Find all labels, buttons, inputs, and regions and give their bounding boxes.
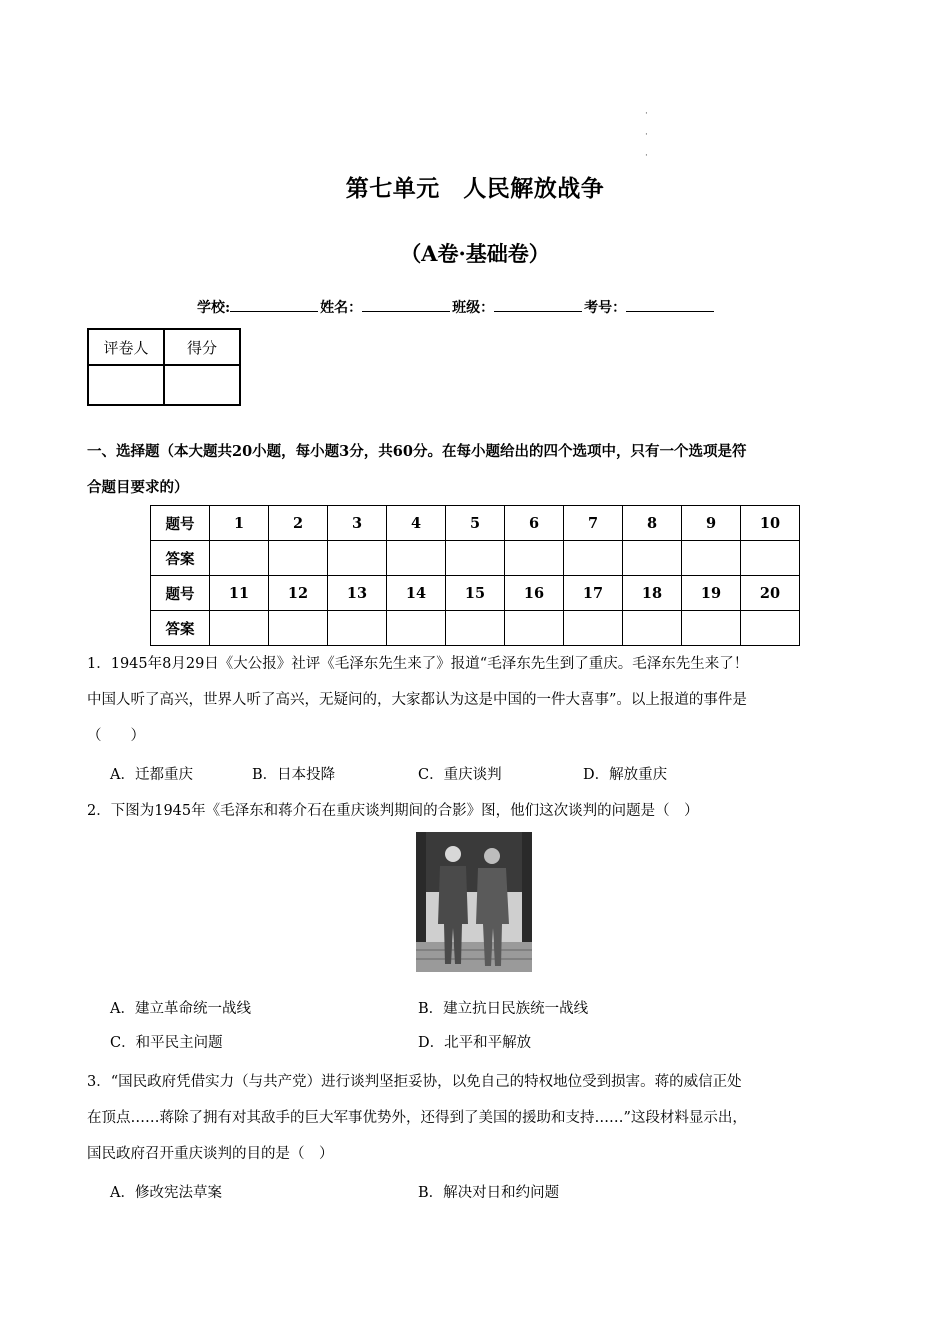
question-2 — [87, 793, 867, 829]
question-number: 3 — [328, 506, 387, 541]
row-label: 答案 — [151, 541, 210, 576]
question-number: 6 — [505, 506, 564, 541]
section-heading — [87, 434, 867, 506]
question-text: 1．1945年8月29日《大公报》社评《毛泽东先生来了》报道“毛泽东先生到了重庆。毛泽东先生来了！ — [87, 656, 749, 672]
photo-illustration — [416, 832, 532, 972]
answer-cell[interactable] — [564, 611, 623, 646]
grader-cell[interactable] — [88, 365, 164, 405]
table-row — [151, 576, 800, 611]
question-number: 11 — [210, 576, 269, 611]
question-text: 国民政府召开重庆谈判的目的是（ ） — [87, 1146, 334, 1162]
answer-cell[interactable] — [623, 541, 682, 576]
score-cell[interactable] — [164, 365, 240, 405]
answer-cell[interactable] — [623, 611, 682, 646]
answer-cell[interactable] — [387, 541, 446, 576]
option-d[interactable]: D．北平和平解放 — [418, 1035, 532, 1051]
score-label: 得分 — [164, 329, 240, 365]
exam-no-label: 考号： — [584, 300, 627, 316]
dot: · — [645, 151, 648, 161]
option-d[interactable]: D．解放重庆 — [583, 767, 668, 783]
option-b[interactable]: B．日本投降 — [252, 767, 336, 783]
option-c[interactable]: C．和平民主问题 — [110, 1035, 223, 1051]
page-title: 第七单元 人民解放战争 — [345, 175, 605, 202]
table-row — [151, 541, 800, 576]
answer-cell[interactable] — [210, 541, 269, 576]
row-label: 答案 — [151, 611, 210, 646]
grader-label: 评卷人 — [88, 329, 164, 365]
question-number: 20 — [741, 576, 800, 611]
page-subtitle: （A卷·基础卷） — [400, 241, 550, 266]
question-number: 12 — [269, 576, 328, 611]
answer-cell[interactable] — [328, 541, 387, 576]
student-info — [197, 297, 716, 317]
table-row — [151, 506, 800, 541]
class-field[interactable] — [494, 297, 582, 312]
question-text: （ ） — [87, 728, 145, 744]
answer-cell[interactable] — [387, 611, 446, 646]
question-number: 8 — [623, 506, 682, 541]
dot: · — [645, 130, 648, 140]
question-text: 中国人听了高兴，世界人听了高兴，无疑问的，大家都认为这是中国的一件大喜事”。以上报道的事件是 — [87, 692, 747, 708]
question-number: 2 — [269, 506, 328, 541]
margin-dots — [645, 104, 648, 167]
question-number: 16 — [505, 576, 564, 611]
answer-table — [150, 505, 800, 646]
exam-no-field[interactable] — [626, 297, 714, 312]
answer-cell[interactable] — [446, 611, 505, 646]
question-number: 18 — [623, 576, 682, 611]
option-a[interactable]: A．迁都重庆 — [110, 767, 193, 783]
answer-cell[interactable] — [682, 611, 741, 646]
answer-cell[interactable] — [210, 611, 269, 646]
option-b[interactable]: B．解决对日和约问题 — [418, 1185, 560, 1201]
question-number: 10 — [741, 506, 800, 541]
question-number: 1 — [210, 506, 269, 541]
question-3 — [87, 1064, 867, 1172]
historical-photo — [416, 832, 532, 972]
section-line: 合题目要求的） — [87, 479, 189, 496]
question-text: 在顶点……蒋除了拥有对其敌手的巨大军事优势外，还得到了美国的援助和支持……”这段材料显示出， — [87, 1110, 747, 1126]
question-number: 15 — [446, 576, 505, 611]
answer-cell[interactable] — [505, 611, 564, 646]
question-1 — [87, 646, 867, 754]
option-c[interactable]: C．重庆谈判 — [418, 767, 502, 783]
question-number: 14 — [387, 576, 446, 611]
dot: · — [645, 109, 648, 119]
answer-cell[interactable] — [446, 541, 505, 576]
question-number: 19 — [682, 576, 741, 611]
name-field[interactable] — [362, 297, 450, 312]
option-a[interactable]: A．修改宪法草案 — [110, 1185, 222, 1201]
answer-cell[interactable] — [682, 541, 741, 576]
question-number: 17 — [564, 576, 623, 611]
school-field[interactable] — [230, 297, 318, 312]
answer-cell[interactable] — [328, 611, 387, 646]
question-number: 4 — [387, 506, 446, 541]
table-row — [151, 611, 800, 646]
row-label: 题号 — [151, 576, 210, 611]
school-label: 学校: — [197, 300, 231, 316]
name-label: 姓名： — [320, 300, 363, 316]
question-number: 7 — [564, 506, 623, 541]
question-number: 5 — [446, 506, 505, 541]
answer-cell[interactable] — [269, 611, 328, 646]
grade-box — [87, 328, 241, 406]
question-number: 13 — [328, 576, 387, 611]
answer-cell[interactable] — [741, 541, 800, 576]
question-number: 9 — [682, 506, 741, 541]
class-label: 班级： — [452, 300, 495, 316]
option-a[interactable]: A．建立革命统一战线 — [110, 1001, 251, 1017]
question-text: 2．下图为1945年《毛泽东和蒋介石在重庆谈判期间的合影》图，他们这次谈判的问题是（ ） — [87, 803, 699, 819]
row-label: 题号 — [151, 506, 210, 541]
option-b[interactable]: B．建立抗日民族统一战线 — [418, 1001, 589, 1017]
answer-cell[interactable] — [269, 541, 328, 576]
answer-cell[interactable] — [505, 541, 564, 576]
answer-cell[interactable] — [741, 611, 800, 646]
answer-cell[interactable] — [564, 541, 623, 576]
question-text: 3．“国民政府凭借实力（与共产党）进行谈判坚拒妥协，以免自己的特权地位受到损害。蒋的威信正处 — [87, 1074, 742, 1090]
section-line: 一、选择题（本大题共20小题，每小题3分，共60分。在每小题给出的四个选项中，只有一个选项是符 — [87, 443, 747, 460]
